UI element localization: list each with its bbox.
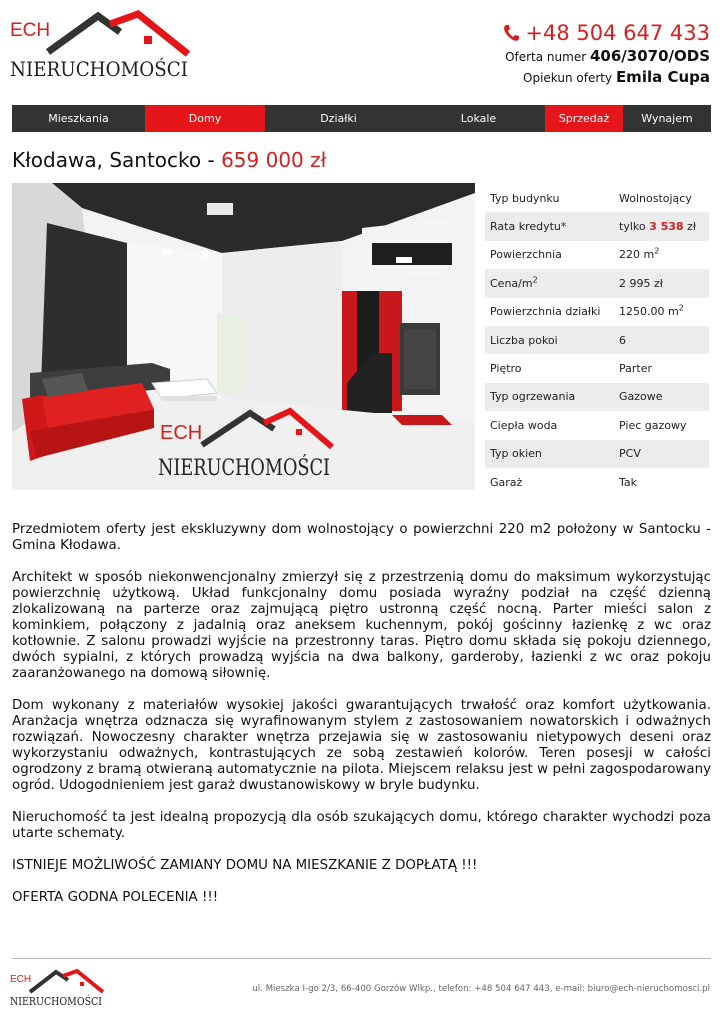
detail-row <box>485 440 709 468</box>
detail-value: Parter <box>619 362 653 376</box>
description-paragraph: Architekt w sposób niekonwencjonalny zmierzył się z przestrzenią domu do maksimum wykorzystując powierzchnię użytkową. Układ funkcjonalny domu posiada wyraźny podział na część dzienną zlokalizowaną na parterze oraz zajmującą piętro ustronną część nocną. Parter mieści salon z kominkiem, połączony z jadalnią oraz aneksem kuchennym, pokój gościnny łazienkę z wc oraz kotłownie. Z salonu prowadzi wyjście na przestronny taras. Piętro domu składa się pokoju dziennego, dwóch sypialni, z których prowadzą wyjścia na dwa balkony, garderoby, łazienki z wc oraz pokoju zaaranżowanego na domową siłownię. <box>12 570 711 681</box>
nav-item-dzialki[interactable]: Działki <box>320 112 357 125</box>
area-value: 220 m <box>619 248 655 262</box>
listing-photo[interactable] <box>12 183 475 490</box>
footer-logo-house-icon <box>10 968 118 1008</box>
detail-value: Gazowe <box>619 390 663 404</box>
listing-price: 659 000 zł <box>221 148 327 172</box>
footer-logo[interactable] <box>10 968 118 1008</box>
listing-description <box>12 522 711 922</box>
detail-label: Typ ogrzewania <box>490 390 576 404</box>
phone-link[interactable] <box>503 20 710 46</box>
detail-value: Wolnostojący <box>619 191 692 205</box>
credit-suffix: zł <box>687 220 696 234</box>
nav-item-domy[interactable]: Domy <box>145 105 265 132</box>
detail-label <box>485 277 614 290</box>
detail-value: Piec gazowy <box>619 418 687 432</box>
plot-area-value: 1250.00 m <box>619 305 679 319</box>
area-unit-sup: 2 <box>654 246 660 256</box>
description-paragraph: Nieruchomość ta jest idealną propozycją dla osób szukających domu, którego charakter wychodzi poza utarte schematy. <box>12 810 711 841</box>
plot-area-sup: 2 <box>678 303 684 313</box>
offer-number-line <box>503 46 710 67</box>
detail-row <box>485 468 709 496</box>
footer-address: ul. Mieszka I-go 2/3, 66-400 Gorzów Wlkp., telefon: +48 504 647 443, e-mail: biuro@ech-nieruchomosci.pl <box>252 984 710 994</box>
nav-item-wynajem[interactable]: Wynajem <box>641 112 693 125</box>
watermark-letters: ECH <box>160 422 203 444</box>
phone-number: +48 504 647 433 <box>525 21 710 45</box>
agent-line <box>503 67 710 88</box>
detail-label: Ciepła woda <box>490 418 558 432</box>
detail-label: Typ okien <box>490 447 542 461</box>
detail-label: Rata kredytu* <box>490 220 567 234</box>
interior-photo <box>12 183 475 490</box>
detail-row <box>485 184 709 212</box>
detail-row <box>485 411 709 439</box>
nav-item-mieszkania[interactable]: Mieszkania <box>48 112 109 125</box>
logo-name: NIERUCHOMOŚCI <box>10 57 205 81</box>
description-paragraph: Dom wykonany z materiałów wysokiej jakości gwarantujących trwałość oraz komfort użytkowania. Aranżacja wnętrza odznacza się wyrafinowanym stylem z zastosowaniem nowatorskich i odważnych rozwiązań. Nowoczesny charakter wnętrza przejawia się w zastosowaniu nietypowych deseni oraz wykorzystaniu odważnych, kontrastujących ze sobą zestawień kolorów. Teren posesji w całości ogrodzony z bramą otwieraną automatycznie na pilota. Miejscem relaksu jest w pełni zagospodarowany ogród. Udogodnieniem jest garaż dwustanowiskowy w bryle budynku. <box>12 698 711 793</box>
detail-value: 2 995 zł <box>619 276 663 290</box>
detail-label: Powierzchnia działki <box>490 305 601 319</box>
watermark-name: NIERUCHOMOŚCI <box>158 456 373 481</box>
detail-value: 6 <box>619 333 626 347</box>
offer-number-label: Oferta numer <box>505 50 587 64</box>
description-paragraph: Przedmiotem oferty jest ekskluzywny dom wolnostojący o powierzchni 220 m2 położony w Santocku - Gmina Kłodawa. <box>12 522 711 553</box>
credit-prefix: tylko <box>619 220 646 234</box>
detail-value <box>614 248 709 261</box>
detail-value <box>614 305 709 318</box>
agent-label: Opiekun oferty <box>523 71 613 85</box>
price-per-m-sup: 2 <box>532 275 538 285</box>
phone-icon <box>503 24 519 42</box>
price-per-m-label: Cena/m <box>490 276 533 290</box>
footer-logo-name: NIERUCHOMOŚCI <box>10 995 118 1008</box>
detail-label: Garaż <box>490 475 523 489</box>
credit-installment: 3 538 <box>649 220 684 234</box>
agent-name: Emila Cupa <box>615 68 710 86</box>
description-paragraph: OFERTA GODNA POLECENIA !!! <box>12 890 219 905</box>
footer-logo-letters: ECH <box>10 974 32 985</box>
detail-row <box>485 269 709 297</box>
detail-value <box>614 220 709 233</box>
detail-row <box>485 298 709 326</box>
nav-item-lokale[interactable]: Lokale <box>460 112 497 125</box>
property-details <box>485 184 709 496</box>
nav-item-sprzedaz[interactable]: Sprzedaż <box>545 105 623 132</box>
logo-house-icon <box>10 10 205 82</box>
offer-number: 406/3070/ODS <box>589 47 710 65</box>
detail-label: Piętro <box>490 362 522 376</box>
detail-row <box>485 354 709 382</box>
detail-label: Powierzchnia <box>490 248 562 262</box>
detail-row <box>485 383 709 411</box>
listing-title <box>12 146 326 174</box>
main-nav <box>12 105 711 132</box>
detail-row <box>485 212 709 240</box>
detail-row <box>485 326 709 354</box>
logo-letters: ECH <box>10 20 51 41</box>
footer-divider <box>12 958 711 959</box>
detail-label: Typ budynku <box>490 191 560 205</box>
detail-label: Liczba pokoi <box>490 333 558 347</box>
contact-box <box>503 20 710 88</box>
company-logo[interactable] <box>10 10 205 82</box>
detail-row <box>485 241 709 269</box>
detail-value: Tak <box>619 475 638 489</box>
detail-value: PCV <box>619 447 641 461</box>
listing-location: Kłodawa, Santocko - <box>12 148 222 172</box>
description-paragraph: ISTNIEJE MOŻLIWOŚĆ ZAMIANY DOMU NA MIESZKANIE Z DOPŁATĄ !!! <box>12 858 478 873</box>
